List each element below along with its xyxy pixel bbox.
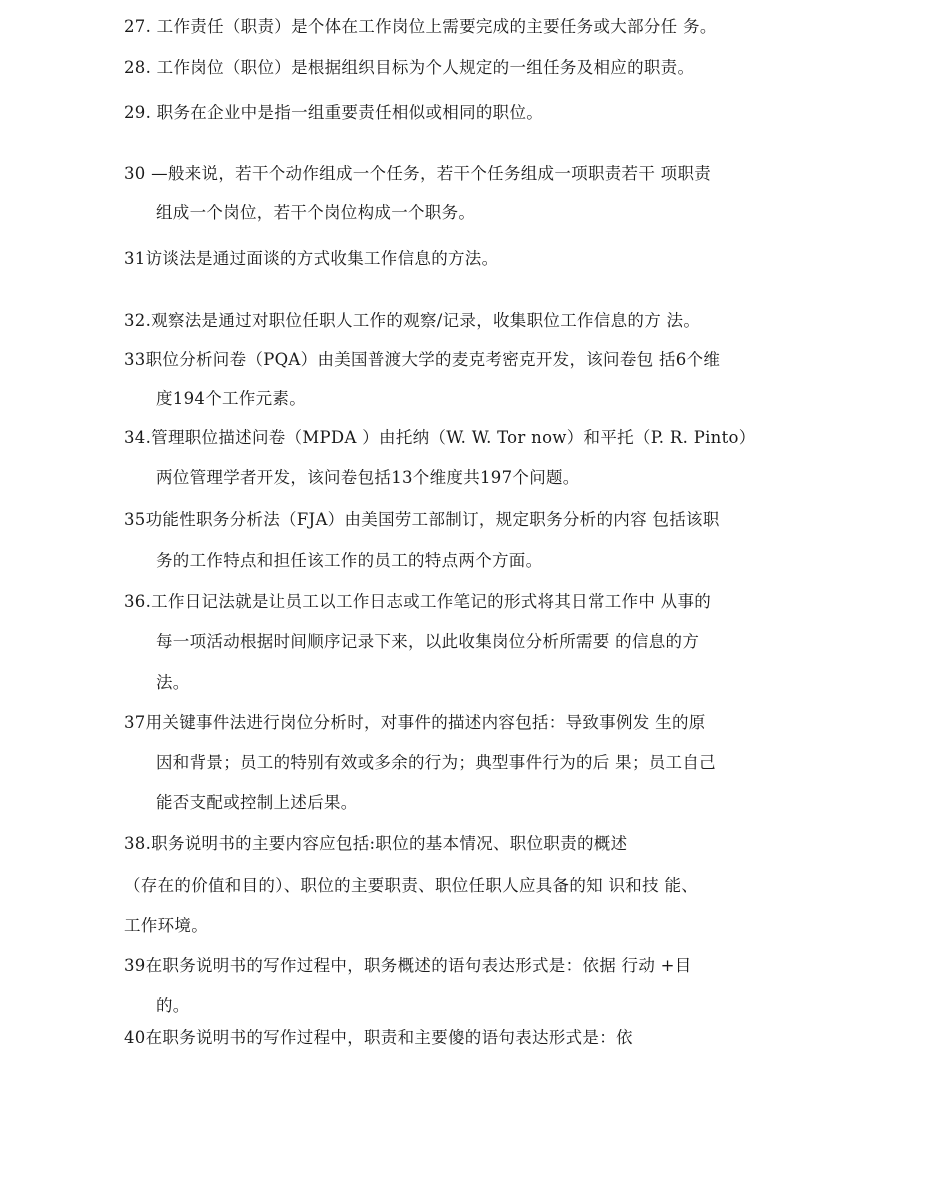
item-38-line-2: （存在的价值和目的）、职位的主要职责、职位任职人应具备的知 识和技 能、 [124, 876, 699, 895]
item-33-line-2: 度194个工作元素。 [156, 389, 306, 408]
item-38-line-1: 38.职务说明书的主要内容应包括:职位的基本情况、职位职责的概述 [124, 834, 628, 853]
item-30-line-2: 组成一个岗位，若干个岗位构成一个职务。 [156, 203, 476, 222]
item-39-line-1: 39在职务说明书的写作过程中，职务概述的语句表达形式是：依据 行动 +目 [124, 956, 692, 975]
item-38-line-3: 工作环境。 [124, 916, 208, 935]
item-33-line-1: 33职位分析问卷（PQA）由美国普渡大学的麦克考密克开发，该问卷包 括6个维 [124, 350, 721, 369]
item-37-line-2: 因和背景；员工的特别有效或多余的行为；典型事件行为的后 果；员工自己 [156, 753, 716, 772]
item-37-line-3: 能否支配或控制上述后果。 [156, 793, 358, 812]
item-36-line-2: 每一项活动根据时间顺序记录下来，以此收集岗位分析所需要 的信息的方 [156, 632, 700, 651]
item-40-line-1: 40在职务说明书的写作过程中，职责和主要傻的语句表达形式是：依 [124, 1028, 633, 1047]
item-28-line-1: 28. 工作岗位（职位）是根据组织目标为个人规定的一组任务及相应的职责。 [124, 58, 695, 77]
item-32-line-1: 32.观察法是通过对职位任职人工作的观察/记录，收集职位工作信息的方 法。 [124, 311, 701, 330]
item-35-line-1: 35功能性职务分析法（FJA）由美国劳工部制订，规定职务分析的内容 包括该职 [124, 510, 720, 529]
item-36-line-3: 法。 [156, 673, 190, 692]
item-39-line-2: 的。 [156, 996, 190, 1015]
item-37-line-1: 37用关键事件法进行岗位分析时，对事件的描述内容包括：导致事例发 生的原 [124, 713, 706, 732]
item-27-line-1: 27. 工作责任（职责）是个体在工作岗位上需要完成的主要任务或大部分任 务。 [124, 17, 717, 36]
item-30-line-1: 30 —般来说，若干个动作组成一个任务，若干个任务组成一项职责若干 项职责 [124, 164, 712, 183]
item-31-line-1: 31访谈法是通过面谈的方式收集工作信息的方法。 [124, 249, 499, 268]
item-29-line-1: 29. 职务在企业中是指一组重要责任相似或相同的职位。 [124, 103, 544, 122]
item-34-line-1: 34.管理职位描述问卷（MPDA ）由托纳（W. W. Tor now）和平托（P. R. Pinto） [124, 428, 756, 447]
item-34-line-2: 两位管理学者开发，该问卷包括13个维度共197个问题。 [156, 468, 580, 487]
item-36-line-1: 36.工作日记法就是让员工以工作日志或工作笔记的形式将其日常工作中 从事的 [124, 592, 712, 611]
item-35-line-2: 务的工作特点和担任该工作的员工的特点两个方面。 [156, 551, 543, 570]
